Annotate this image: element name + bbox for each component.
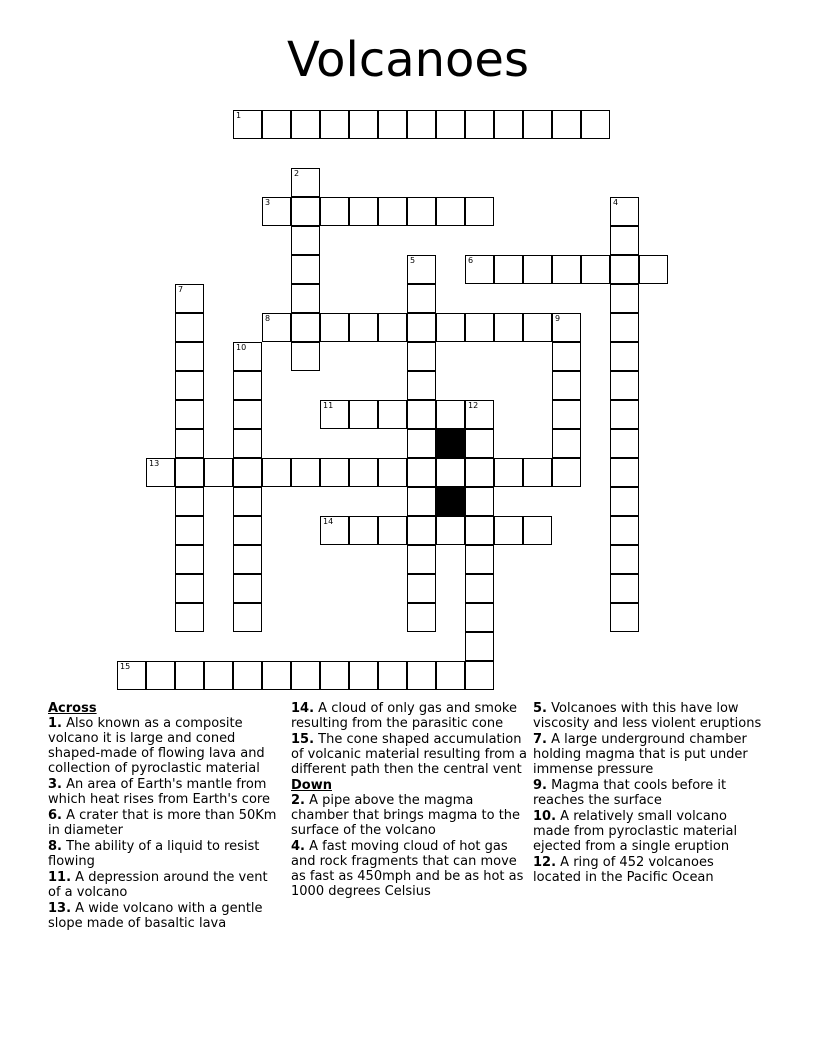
grid-cell[interactable] [175, 603, 204, 632]
clue-text: A ring of 452 volcanoes located in the Pacific Ocean [533, 855, 714, 885]
grid-cell[interactable] [610, 284, 639, 313]
grid-cell[interactable] [494, 110, 523, 139]
clue [533, 701, 765, 731]
clue-label: 6. [48, 808, 62, 823]
grid-cell[interactable] [175, 661, 204, 690]
clue-label: 1. [48, 716, 62, 731]
grid-cell[interactable] [436, 661, 465, 690]
grid-cell[interactable] [175, 487, 204, 516]
grid-cell[interactable] [407, 545, 436, 574]
grid-cell[interactable] [291, 458, 320, 487]
grid-cell[interactable] [291, 197, 320, 226]
grid-cell[interactable] [610, 574, 639, 603]
grid-cell[interactable] [349, 400, 378, 429]
grid-cell[interactable] [407, 400, 436, 429]
clue-number: 6 [468, 256, 474, 265]
grid-cell[interactable] [407, 197, 436, 226]
grid-cell[interactable] [610, 313, 639, 342]
clue-text: Also known as a composite volcano it is large and coned shaped-made of flowing lava and collection of pyroclastic material [48, 716, 265, 776]
clue [48, 839, 280, 869]
grid-cell[interactable] [581, 110, 610, 139]
clue-text: A depression around the vent of a volcano [48, 870, 268, 900]
grid-cell[interactable] [378, 400, 407, 429]
grid-cell[interactable] [349, 110, 378, 139]
down-heading: Down [291, 778, 332, 793]
grid-cell[interactable] [523, 516, 552, 545]
grid-cell[interactable] [465, 487, 494, 516]
grid-cell[interactable] [175, 545, 204, 574]
grid-cell[interactable] [552, 458, 581, 487]
grid-cell[interactable] [465, 603, 494, 632]
grid-cell[interactable] [465, 110, 494, 139]
grid-cell[interactable] [378, 110, 407, 139]
grid-cell[interactable] [407, 313, 436, 342]
grid-cell[interactable] [291, 284, 320, 313]
clue [48, 777, 280, 807]
clue-number: 15 [120, 662, 131, 671]
grid-cell[interactable] [407, 429, 436, 458]
clue [533, 809, 765, 854]
clue-text: Magma that cools before it reaches the surface [533, 778, 727, 808]
grid-cell[interactable] [262, 110, 291, 139]
clue-number: 7 [178, 285, 184, 294]
grid-cell[interactable] [291, 226, 320, 255]
clue [48, 808, 280, 838]
grid-cell[interactable] [465, 574, 494, 603]
grid-cell[interactable] [175, 458, 204, 487]
grid-cell[interactable] [465, 458, 494, 487]
grid-cell[interactable] [262, 661, 291, 690]
grid-cell[interactable] [349, 313, 378, 342]
clue [291, 701, 527, 731]
clue-label: 3. [48, 777, 62, 792]
grid-cell[interactable] [610, 429, 639, 458]
grid-cell[interactable] [610, 226, 639, 255]
grid-cell[interactable] [291, 661, 320, 690]
clue-text: A cloud of only gas and smoke resulting from the parasitic cone [291, 701, 517, 731]
clue [533, 855, 765, 885]
grid-cell[interactable] [175, 574, 204, 603]
clue-number: 5 [410, 256, 416, 265]
clue-text: Volcanoes with this have low viscosity and less violent eruptions [533, 701, 762, 731]
grid-cell[interactable] [291, 342, 320, 371]
grid-cell[interactable] [610, 255, 639, 284]
grid-cell[interactable] [552, 342, 581, 371]
grid-cell[interactable] [233, 458, 262, 487]
grid-cell[interactable] [175, 284, 204, 313]
clues-column-1 [48, 701, 280, 932]
grid-cell[interactable] [175, 342, 204, 371]
grid-cell[interactable] [175, 400, 204, 429]
clue-label: 15. [291, 732, 315, 747]
clue-number: 3 [265, 198, 271, 207]
blocked-cell [436, 429, 465, 458]
grid-cell[interactable] [436, 400, 465, 429]
clue-label: 4. [291, 839, 305, 854]
grid-cell[interactable] [436, 313, 465, 342]
grid-cell[interactable] [552, 371, 581, 400]
grid-cell[interactable] [610, 603, 639, 632]
grid-cell[interactable] [349, 458, 378, 487]
grid-cell[interactable] [523, 313, 552, 342]
clue-text: A pipe above the magma chamber that brings magma to the surface of the volcano [291, 793, 521, 838]
down-clue-list-continued [533, 701, 765, 885]
grid-cell[interactable] [175, 516, 204, 545]
grid-cell[interactable] [204, 661, 233, 690]
grid-cell[interactable] [407, 574, 436, 603]
grid-cell[interactable] [320, 110, 349, 139]
grid-cell[interactable] [233, 661, 262, 690]
grid-cell[interactable] [494, 516, 523, 545]
clue-label: 8. [48, 839, 62, 854]
grid-cell[interactable] [349, 197, 378, 226]
grid-cell[interactable] [233, 429, 262, 458]
blocked-cell [436, 487, 465, 516]
clue-number: 4 [613, 198, 619, 207]
grid-cell[interactable] [291, 168, 320, 197]
clue [48, 716, 280, 776]
grid-cell[interactable] [581, 255, 610, 284]
grid-cell[interactable] [233, 110, 262, 139]
clue-label: 5. [533, 701, 547, 716]
grid-cell[interactable] [610, 197, 639, 226]
clue-label: 14. [291, 701, 315, 716]
grid-cell[interactable] [494, 313, 523, 342]
clues-column-3 [533, 701, 765, 886]
clue-label: 7. [533, 732, 547, 747]
clue [291, 793, 527, 838]
grid-cell[interactable] [233, 487, 262, 516]
clue-label: 10. [533, 809, 557, 824]
grid-cell[interactable] [233, 400, 262, 429]
grid-cell[interactable] [291, 110, 320, 139]
grid-cell[interactable] [465, 255, 494, 284]
puzzle-title: Volcanoes [287, 32, 529, 88]
clue [48, 901, 280, 931]
grid-cell[interactable] [378, 197, 407, 226]
grid-cell[interactable] [610, 487, 639, 516]
grid-cell[interactable] [494, 458, 523, 487]
grid-cell[interactable] [465, 313, 494, 342]
grid-cell[interactable] [552, 255, 581, 284]
grid-cell[interactable] [175, 429, 204, 458]
clue [291, 732, 527, 777]
clue [533, 732, 765, 777]
grid-cell[interactable] [117, 661, 146, 690]
grid-cell[interactable] [436, 458, 465, 487]
grid-cell[interactable] [378, 458, 407, 487]
clue-label: 2. [291, 793, 305, 808]
grid-cell[interactable] [233, 371, 262, 400]
grid-cell[interactable] [349, 516, 378, 545]
clue [48, 870, 280, 900]
grid-cell[interactable] [494, 255, 523, 284]
grid-cell[interactable] [465, 545, 494, 574]
grid-cell[interactable] [320, 458, 349, 487]
grid-cell[interactable] [465, 400, 494, 429]
clue-number: 9 [555, 314, 561, 323]
grid-cell[interactable] [465, 516, 494, 545]
grid-cell[interactable] [639, 255, 668, 284]
grid-cell[interactable] [233, 342, 262, 371]
clue-text: The ability of a liquid to resist flowing [48, 839, 260, 869]
grid-cell[interactable] [610, 400, 639, 429]
across-heading: Across [48, 701, 97, 716]
clue-number: 12 [468, 401, 479, 410]
grid-cell[interactable] [291, 255, 320, 284]
grid-cell[interactable] [233, 545, 262, 574]
grid-cell[interactable] [320, 661, 349, 690]
grid-cell[interactable] [436, 197, 465, 226]
clue-text: A relatively small volcano made from pyroclastic material ejected from a single eruption [533, 809, 738, 854]
clue-label: 9. [533, 778, 547, 793]
grid-cell[interactable] [175, 371, 204, 400]
grid-cell[interactable] [407, 284, 436, 313]
grid-cell[interactable] [262, 197, 291, 226]
grid-cell[interactable] [552, 429, 581, 458]
clue-text: A wide volcano with a gentle slope made of basaltic lava [48, 901, 263, 931]
clue-number: 10 [236, 343, 247, 352]
grid-cell[interactable] [320, 313, 349, 342]
clue-label: 12. [533, 855, 557, 870]
clue-text: A fast moving cloud of hot gas and rock fragments that can move as fast as 450mph and be as hot as 1000 degrees Celsius [291, 839, 524, 899]
grid-cell[interactable] [465, 632, 494, 661]
grid-cell[interactable] [407, 110, 436, 139]
grid-cell[interactable] [465, 429, 494, 458]
down-clue-list [291, 793, 527, 899]
clue-text: The cone shaped accumulation of volcanic material resulting from a different path then the central vent [291, 732, 527, 777]
clue-number: 1 [236, 111, 242, 120]
clue-number: 2 [294, 169, 300, 178]
grid-cell[interactable] [436, 110, 465, 139]
grid-cell[interactable] [465, 661, 494, 690]
clue-number: 13 [149, 459, 160, 468]
grid-cell[interactable] [378, 313, 407, 342]
grid-cell[interactable] [610, 545, 639, 574]
grid-cell[interactable] [407, 342, 436, 371]
grid-cell[interactable] [610, 371, 639, 400]
grid-cell[interactable] [523, 110, 552, 139]
grid-cell[interactable] [146, 661, 175, 690]
grid-cell[interactable] [552, 110, 581, 139]
clue-label: 13. [48, 901, 72, 916]
clue [533, 778, 765, 808]
grid-cell[interactable] [233, 603, 262, 632]
grid-cell[interactable] [436, 516, 465, 545]
grid-cell[interactable] [291, 313, 320, 342]
grid-cell[interactable] [552, 400, 581, 429]
grid-cell[interactable] [320, 400, 349, 429]
grid-cell[interactable] [610, 342, 639, 371]
grid-cell[interactable] [349, 661, 378, 690]
grid-cell[interactable] [378, 516, 407, 545]
grid-cell[interactable] [262, 458, 291, 487]
grid-cell[interactable] [320, 516, 349, 545]
grid-cell[interactable] [523, 255, 552, 284]
grid-cell[interactable] [407, 371, 436, 400]
grid-cell[interactable] [233, 574, 262, 603]
grid-cell[interactable] [465, 197, 494, 226]
clue-text: An area of Earth's mantle from which heat rises from Earth's core [48, 777, 270, 807]
grid-cell[interactable] [407, 516, 436, 545]
clue-number: 11 [323, 401, 334, 410]
grid-cell[interactable] [407, 487, 436, 516]
clue-text: A crater that is more than 50Km in diameter [48, 808, 277, 838]
grid-cell[interactable] [146, 458, 175, 487]
across-clue-list [48, 716, 280, 931]
grid-cell[interactable] [320, 197, 349, 226]
grid-cell[interactable] [262, 313, 291, 342]
grid-cell[interactable] [175, 313, 204, 342]
grid-cell[interactable] [233, 516, 262, 545]
grid-cell[interactable] [378, 661, 407, 690]
grid-cell[interactable] [523, 458, 552, 487]
grid-cell[interactable] [610, 516, 639, 545]
grid-cell[interactable] [204, 458, 233, 487]
grid-cell[interactable] [407, 255, 436, 284]
grid-cell[interactable] [610, 458, 639, 487]
grid-cell[interactable] [407, 661, 436, 690]
clue-label: 11. [48, 870, 72, 885]
clue-number: 14 [323, 517, 334, 526]
grid-cell[interactable] [407, 458, 436, 487]
clue [291, 839, 527, 899]
clue-number: 8 [265, 314, 271, 323]
clue-text: A large underground chamber holding magma that is put under immense pressure [533, 732, 748, 777]
across-clue-list-continued [291, 701, 527, 777]
clues-column-2 [291, 701, 527, 900]
grid-cell[interactable] [407, 603, 436, 632]
grid-cell[interactable] [552, 313, 581, 342]
